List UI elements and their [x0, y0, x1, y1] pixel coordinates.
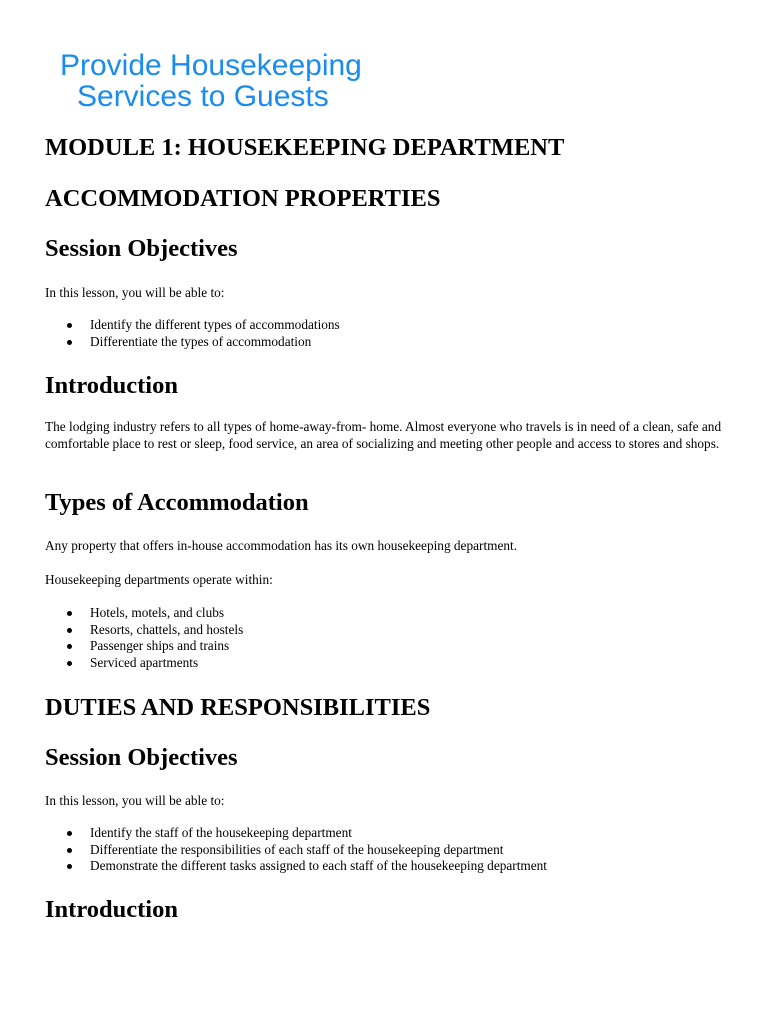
- session-objectives-heading: Session Objectives: [45, 235, 238, 262]
- list-item: Hotels, motels, and clubs: [45, 605, 243, 622]
- list-item: Passenger ships and trains: [45, 638, 243, 655]
- session-objectives-heading-2: Session Objectives: [45, 744, 238, 771]
- list-item: Differentiate the responsibilities of each staff of the housekeeping department: [45, 842, 547, 859]
- section-title-duties: DUTIES AND RESPONSIBILITIES: [45, 694, 431, 721]
- list-item: Identify the staff of the housekeeping department: [45, 825, 547, 842]
- types-of-accommodation-heading: Types of Accommodation: [45, 489, 309, 516]
- document-title-logo: [60, 50, 362, 112]
- title-line-2: Services to Guests: [77, 80, 329, 113]
- list-item: Identify the different types of accommodations: [45, 317, 340, 334]
- introduction-heading-2: Introduction: [45, 896, 178, 923]
- objectives-list: [45, 317, 340, 350]
- list-item: Differentiate the types of accommodation: [45, 334, 340, 351]
- objectives-intro-2: In this lesson, you will be able to:: [45, 793, 225, 808]
- list-item: Demonstrate the different tasks assigned to each staff of the housekeeping department: [45, 858, 547, 875]
- list-item: Serviced apartments: [45, 655, 243, 672]
- objectives-list-2: [45, 825, 547, 875]
- title-line-1: Provide Housekeeping: [60, 49, 362, 82]
- accommodation-types-list: [45, 605, 243, 671]
- objectives-intro: In this lesson, you will be able to:: [45, 285, 225, 300]
- module-title: MODULE 1: HOUSEKEEPING DEPARTMENT: [45, 134, 565, 161]
- introduction-text: The lodging industry refers to all types of home-away-from- home. Almost everyone who travels is in need of a clean, safe and comfortable place to rest or sleep, food service, an area of socializing and meeting other people and access to stores and shops.: [45, 419, 722, 451]
- types-text-2: Housekeeping departments operate within:: [45, 572, 273, 587]
- list-item: Resorts, chattels, and hostels: [45, 622, 243, 639]
- introduction-heading: Introduction: [45, 372, 178, 399]
- section-title-accommodation: ACCOMMODATION PROPERTIES: [45, 185, 441, 212]
- types-text-1: Any property that offers in-house accommodation has its own housekeeping department.: [45, 538, 518, 553]
